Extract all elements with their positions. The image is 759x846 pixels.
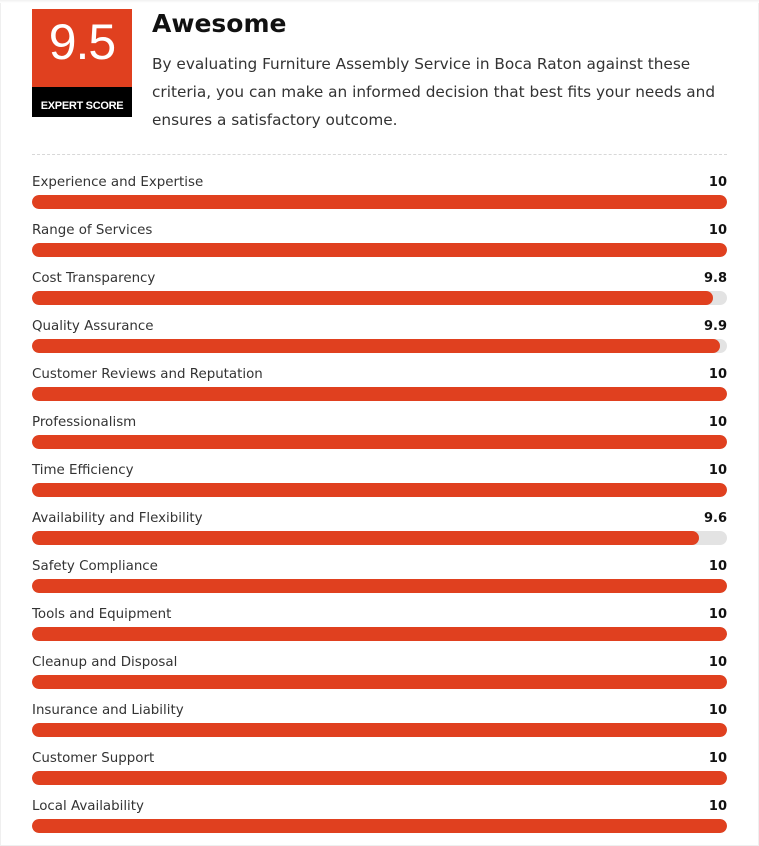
criterion-score: 10 — [708, 655, 727, 670]
criterion-bar-track — [32, 387, 727, 401]
criterion-score: 10 — [708, 367, 727, 382]
criterion-label: Cost Transparency — [32, 271, 156, 286]
criterion-row — [32, 554, 727, 602]
criterion-row — [32, 410, 727, 458]
criterion-score: 10 — [708, 175, 727, 190]
criterion-score: 10 — [708, 751, 727, 766]
criterion-label: Cleanup and Disposal — [32, 655, 178, 670]
expert-score-badge — [32, 9, 132, 117]
criterion-bar-track — [32, 819, 727, 833]
criterion-label: Availability and Flexibility — [32, 511, 203, 526]
overall-score: 9.5 — [32, 9, 132, 87]
criterion-row — [32, 794, 727, 842]
criterion-row — [32, 650, 727, 698]
criterion-label: Time Efficiency — [32, 463, 134, 478]
criterion-score: 10 — [708, 415, 727, 430]
criterion-bar-track — [32, 531, 727, 545]
criterion-bar-fill — [32, 771, 727, 785]
criterion-bar-fill — [32, 387, 727, 401]
review-summary: By evaluating Furniture Assembly Service in Boca Raton against these criteria, you can make an informed decision that best fits your needs and ensures a satisfactory outcome. — [152, 55, 716, 129]
criterion-bar-fill — [32, 435, 727, 449]
criterion-row — [32, 314, 727, 362]
criterion-score: 9.6 — [703, 511, 727, 526]
criterion-row — [32, 602, 727, 650]
criterion-score: 10 — [708, 703, 727, 718]
criterion-bar-track — [32, 339, 727, 353]
criterion-label: Local Availability — [32, 799, 144, 814]
criterion-score: 10 — [708, 463, 727, 478]
criterion-row — [32, 266, 727, 314]
criterion-label: Experience and Expertise — [32, 175, 204, 190]
criterion-bar-fill — [32, 723, 727, 737]
criterion-score: 9.8 — [703, 271, 727, 286]
criterion-bar-fill — [32, 291, 713, 305]
criterion-bar-fill — [32, 339, 720, 353]
criterion-row — [32, 458, 727, 506]
criterion-score: 10 — [708, 559, 727, 574]
verdict-title: Awesome — [152, 9, 287, 38]
criterion-bar-fill — [32, 819, 727, 833]
criterion-bar-track — [32, 723, 727, 737]
criterion-row — [32, 218, 727, 266]
criterion-bar-track — [32, 435, 727, 449]
criterion-bar-track — [32, 195, 727, 209]
criterion-row — [32, 506, 727, 554]
criterion-label: Safety Compliance — [32, 559, 158, 574]
criterion-label: Customer Support — [32, 751, 155, 766]
criterion-score: 9.9 — [703, 319, 727, 334]
criterion-label: Customer Reviews and Reputation — [32, 367, 263, 382]
criterion-bar-fill — [32, 579, 727, 593]
criterion-score: 10 — [708, 607, 727, 622]
criterion-label: Quality Assurance — [32, 319, 154, 334]
criterion-score: 10 — [708, 223, 727, 238]
criterion-row — [32, 170, 727, 218]
criterion-bar-track — [32, 579, 727, 593]
criterion-bar-track — [32, 243, 727, 257]
criterion-bar-fill — [32, 243, 727, 257]
criterion-bar-fill — [32, 627, 727, 641]
criterion-bar-fill — [32, 195, 727, 209]
criterion-bar-fill — [32, 675, 727, 689]
criterion-bar-fill — [32, 483, 727, 497]
expert-score-label: EXPERT SCORE — [32, 87, 132, 117]
criterion-row — [32, 746, 727, 794]
criterion-bar-track — [32, 291, 727, 305]
criterion-score: 10 — [708, 799, 727, 814]
criteria-list — [32, 170, 727, 842]
criterion-row — [32, 362, 727, 410]
criterion-bar-track — [32, 675, 727, 689]
divider — [32, 154, 727, 155]
top-shadow — [0, 0, 759, 3]
criterion-label: Tools and Equipment — [32, 607, 172, 622]
criterion-label: Range of Services — [32, 223, 153, 238]
criterion-label: Professionalism — [32, 415, 137, 430]
criterion-bar-track — [32, 627, 727, 641]
criterion-bar-fill — [32, 531, 699, 545]
criterion-row — [32, 698, 727, 746]
criterion-label: Insurance and Liability — [32, 703, 184, 718]
criterion-bar-track — [32, 483, 727, 497]
criterion-bar-track — [32, 771, 727, 785]
